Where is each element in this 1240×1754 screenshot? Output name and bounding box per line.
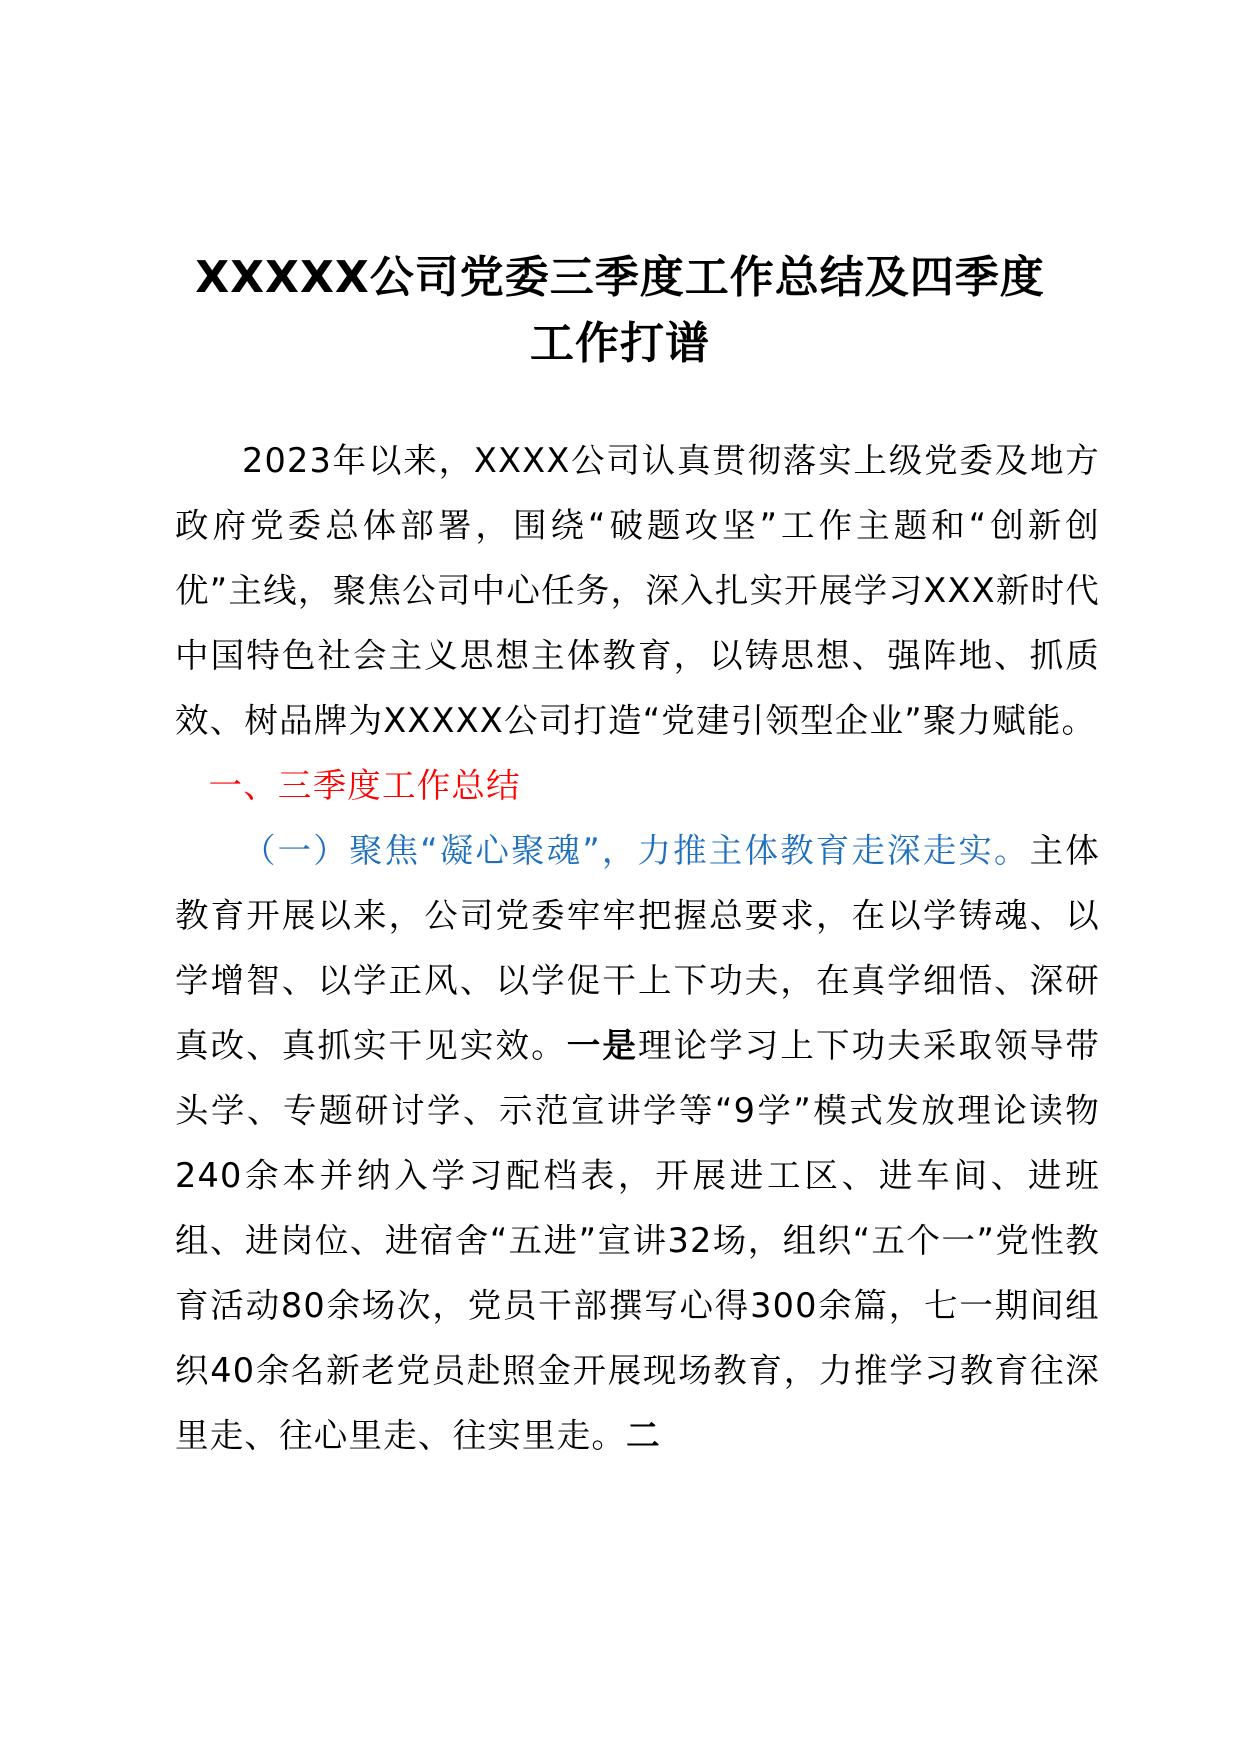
- title-line-2: 工作打谱: [530, 318, 710, 369]
- subsection-heading: （一）聚焦“凝心聚魂”，力推主体教育走深走实。: [242, 831, 1030, 870]
- subsection-text-b: 理论学习上下功夫采取领导带头学、专题研讨学、示范宣讲学等“9学”模式发放理论读物240余本并纳入学习配档表，开展进工区、进车间、进班组、进岗位、进宿舍“五进”宣讲32场，组织“五个一”党性教育活动80余场次，党员干部撰写心得300余篇，七一期间组织40余名新老党员赴照金开展现场教育，力推学习教育往深里走、往心里走、往实里走。: [175, 1026, 1101, 1455]
- title-line-1: XXXXX公司党委三季度工作总结及四季度: [195, 252, 1045, 303]
- subsection-text-a: 主体教育开展以来，公司党委牢牢把握总要求，在以学铸魂、以学增智、以学正风、以学促干上下功夫，在真学细悟、深研真改、真抓实干见实效。: [175, 831, 1101, 1065]
- intro-paragraph: 2023年以来，XXXX公司认真贯彻落实上级党委及地方政府党委总体部署，围绕“破题攻坚”工作主题和“创新创优”主线，聚焦公司中心任务，深入扎实开展学习XXX新时代中国特色社会主义思想主体教育，以铸思想、强阵地、抓质效、树品牌为XXXXX公司打造“党建引领型企业”聚力赋能。: [175, 441, 1100, 740]
- section-heading: 一、三季度工作总结: [208, 766, 521, 805]
- point-label-2: 二: [626, 1416, 661, 1455]
- document-title: [150, 245, 1090, 377]
- point-label-1: 一是: [566, 1026, 638, 1065]
- subsection-paragraph: [175, 818, 1100, 1468]
- document-body: [175, 428, 1100, 1468]
